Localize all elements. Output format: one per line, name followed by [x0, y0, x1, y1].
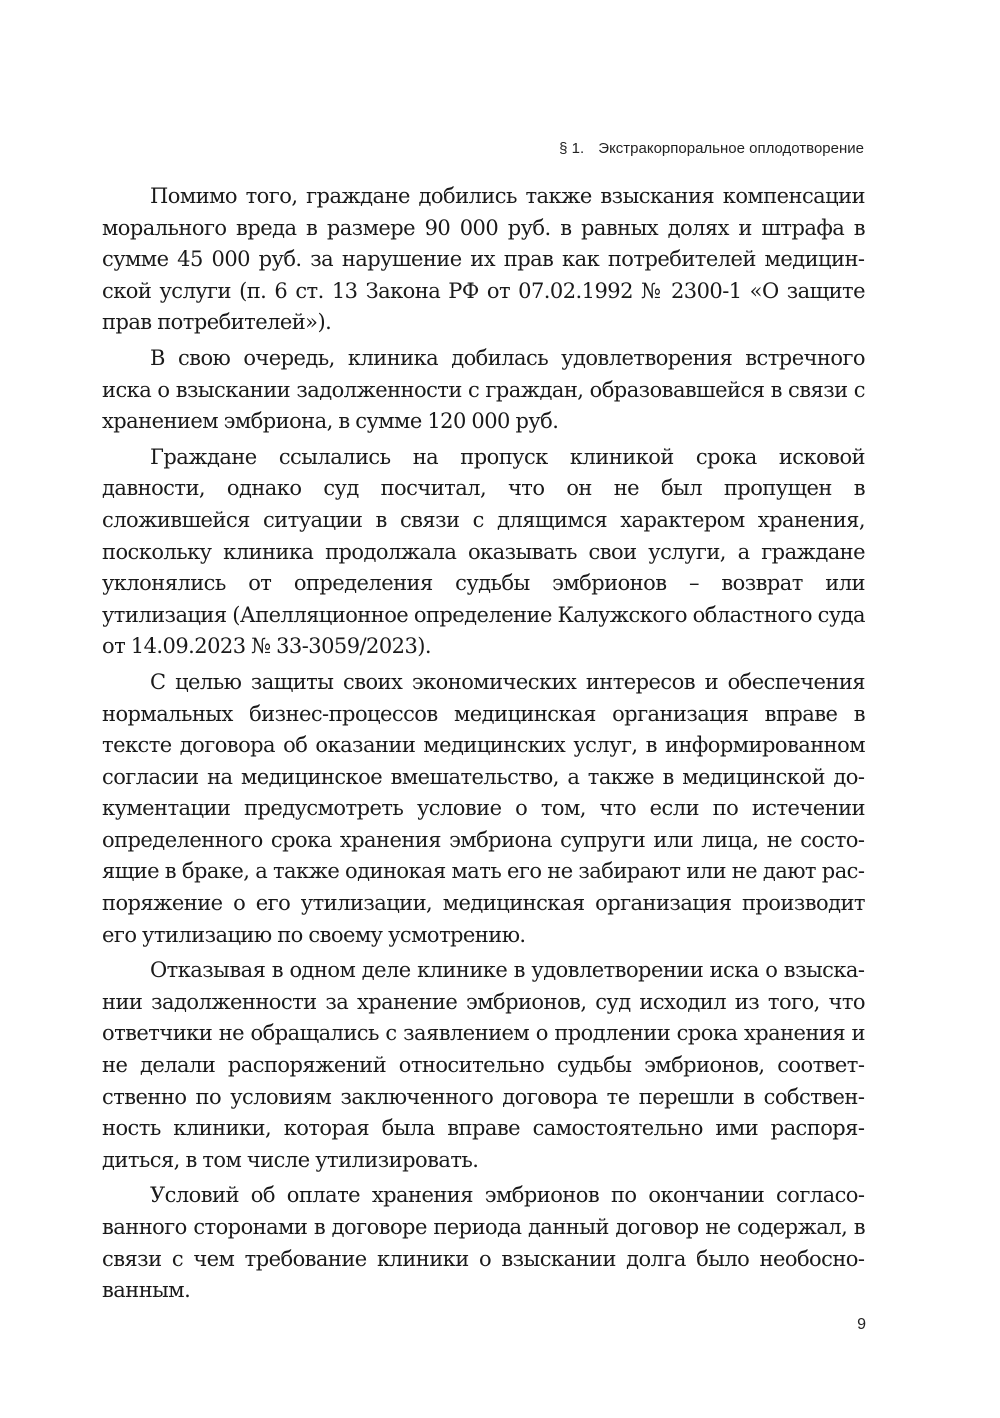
running-header [559, 140, 864, 157]
paragraph: Помимо того, граждане добились также взыскания компенсации морального вреда в размере 90 000 руб. в равных долях и штрафа в сумме 45 000 руб. за нарушение их прав как потребителей медицинской услуги (п. 6 ст. 13 Закона РФ от 07.02.1992 № 2300-1 «О защите прав потребителей»). [102, 184, 865, 335]
page-number: 9 [857, 1316, 866, 1333]
section-title: Экстракорпоральное оплодотворение [598, 140, 864, 157]
paragraph: В свою очередь, клиника добилась удовлетворения встречного иска о взыскании задолженности с граждан, образовавшейся в связи с хранением эмбриона, в сумме 120 000 руб. [102, 345, 865, 434]
paragraph: Условий об оплате хранения эмбрионов по окончании согласованного сторонами в договоре периода данный договор не содержал, в связи с чем требование клиники о взыскании долга было необоснованным. [102, 1183, 865, 1303]
main-text [102, 181, 865, 1311]
section-number: § 1. [559, 140, 585, 157]
paragraph: Граждане ссылались на пропуск клиникой срока исковой давности, однако суд посчитал, что он не был пропущен в сложившейся ситуации в связи с длящимся характером хранения, поскольку клиника продолжала оказывать свои услуги, а граждане уклонялись от определения судьбы эмбрионов – возврат или утилизация (Апелляционное определение Калужского областного суда от 14.09.2023 № 33-3059/2023). [102, 444, 865, 659]
paragraph: С целью защиты своих экономических интересов и обеспечения нормальных бизнес-процессов медицинская организация вправе в тексте договора об оказании медицинских услуг, в информированном согласии на медицинское вмешательство, а также в медицинской документации предусмотреть условие о том, что если по истечении определенного срока хранения эмбриона супруги или лица, не состоящие в браке, а также одинокая мать его не забирают или не дают распоряжение о его утилизации, медицинская организация производит его утилизацию по своему усмотрению. [102, 669, 865, 947]
paragraph: Отказывая в одном деле клинике в удовлетворении иска о взыскании задолженности за хранение эмбрионов, суд исходил из того, что ответчики не обращались с заявлением о продлении срока хранения и не делали распоряжений относительно судьбы эмбрионов, соответственно по условиям заключенного договора те перешли в собственность клиники, которая была вправе самостоятельно ими распорядиться, в том числе утилизировать. [102, 958, 865, 1172]
